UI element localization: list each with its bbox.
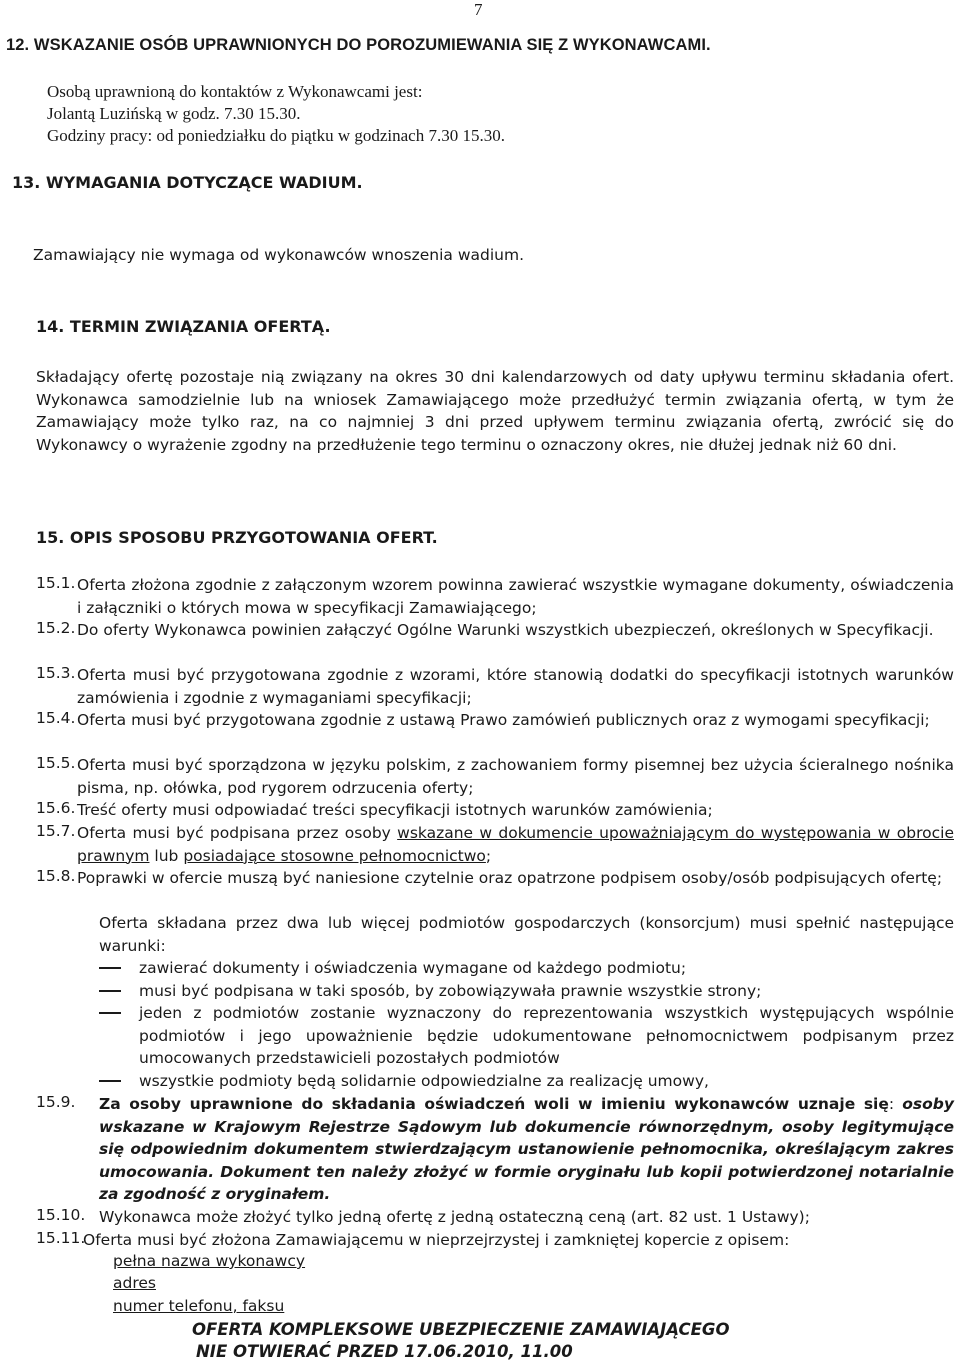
item-text-a: Oferta musi być podpisana przez osoby xyxy=(77,824,398,842)
item-text: Treść oferty musi odpowiadać treści specyfikacji istotnych warunków zamówienia; xyxy=(77,801,713,819)
item-number: 15.4. xyxy=(36,709,76,727)
item-text: Oferta musi być przygotowana zgodnie z ustawą Prawo zamówień publicznych oraz z wymogami specyfikacji; xyxy=(77,711,930,729)
dash-icon xyxy=(99,967,121,969)
section-15-heading: 15. OPIS SPOSOBU PRZYGOTOWANIA OFERT. xyxy=(36,528,438,547)
item-text xyxy=(99,1093,954,1206)
item-number: 15.3. xyxy=(36,664,76,682)
item-number: 15.10. xyxy=(36,1206,86,1224)
authorization-document-text: wskazane w dokumencie upoważniającym do występowania w obrocie prawnym xyxy=(77,824,954,865)
colon: : xyxy=(888,1095,895,1113)
item-number: 15.1. xyxy=(36,574,76,592)
item-text: Poprawki w ofercie muszą być naniesione czytelnie oraz opatrzone podpisem osoby/osób podpisujących ofertę; xyxy=(77,869,943,887)
bullet-text: jeden z podmiotów zostanie wyznaczony do reprezentowania wszystkich występujących wspólnie podmiotów i jego upoważnienie będzie udokumentowane pełnomocnictwem podpisanym przez umocowanych przedstawicieli pozostałych podmiotów xyxy=(139,1004,954,1067)
envelope-line-name: pełna nazwa wykonawcy xyxy=(113,1252,306,1270)
s13-text: Zamawiający nie wymaga od wykonawców wnoszenia wadium. xyxy=(33,246,524,264)
envelope-footer-line-1: OFERTA KOMPLEKSOWE UBEZPIECZENIE ZAMAWIAJĄCEGO xyxy=(192,1320,730,1339)
item-text-b: lub xyxy=(149,846,184,865)
page-number: 7 xyxy=(474,0,483,19)
item-text: Oferta musi być sporządzona w języku polskim, z zachowaniem formy pisemnej bez użycia ścieralnego nośnika pisma, np. ołówka, pod rygorem odrzucenia oferty; xyxy=(77,756,954,797)
s14-text: Składający ofertę pozostaje nią związany na okres 30 dni kalendarzowych od daty upływu terminu składania ofert. Wykonawca samodzielnie lub na wniosek Zamawiającego może przedłużyć termin związania ofertą, w tym że Zamawiający może tylko raz, na co najmniej 3 dni przed upływem terminu związania ofertą, zwrócić się do Wykonawcy o wyrażenie zgodny na przedłużenie tego terminu o oznaczony okres, nie dłużej jednak niż 60 dni. xyxy=(36,368,954,454)
s12-line-2: Jolantą Luzińską w godz. 7.30 15.30. xyxy=(47,104,301,123)
item-text: Oferta musi być przygotowana zgodnie z wzorami, które stanowią dodatki do specyfikacji istotnych warunków zamówienia i zgodnie z wymaganiami specyfikacji; xyxy=(77,666,954,707)
envelope-line-phone: numer telefonu, faksu xyxy=(113,1297,285,1315)
bullet-text: zawierać dokumenty i oświadczenia wymagane od każdego podmiotu; xyxy=(139,959,687,977)
authorized-persons-text: osoby wskazane w Krajowym Rejestrze Sądowym lub dokumencie równorzędnym, osoby legitymujące się odpowiednim dokumentem stwierdzającym ustanowienie pełnomocnika, określającym zakres umocowania. Dokument ten należy złożyć w formie oryginału lub kopii potwierdzonej notarialnie za zgodność z oryginałem. xyxy=(99,1095,954,1203)
dash-icon xyxy=(99,990,121,992)
section-13-heading: 13. WYMAGANIA DOTYCZĄCE WADIUM. xyxy=(12,173,363,192)
bullet-text: wszystkie podmioty będą solidarnie odpowiedzialne za realizację umowy, xyxy=(139,1072,709,1090)
item-number: 15.8. xyxy=(36,867,76,885)
item-number: 15.11. xyxy=(36,1229,86,1247)
bullet-text: musi być podpisana w taki sposób, by zobowiązywała prawnie wszystkie strony; xyxy=(139,982,762,1000)
power-of-attorney-text: posiadające stosowne pełnomocnictwo xyxy=(183,846,486,865)
item-number: 15.7. xyxy=(36,822,76,840)
s12-line-3: Godziny pracy: od poniedziałku do piątku w godzinach 7.30 15.30. xyxy=(47,126,505,145)
item-text xyxy=(77,822,954,867)
item-text: Oferta musi być złożona Zamawiającemu w nieprzejrzystej i zamkniętej kopercie z opisem: xyxy=(83,1231,790,1249)
envelope-line-address: adres xyxy=(113,1274,156,1292)
authorized-persons-heading: Za osoby uprawnione do składania oświadczeń woli w imieniu wykonawców uznaje się xyxy=(99,1095,889,1113)
item-number: 15.2. xyxy=(36,619,76,637)
item-text-c: ; xyxy=(485,846,492,865)
dash-icon xyxy=(99,1012,121,1014)
section-12-heading: 12. WSKAZANIE OSÓB UPRAWNIONYCH DO POROZUMIEWANIA SIĘ Z WYKONAWCAMI. xyxy=(6,36,711,54)
consortium-text: Oferta składana przez dwa lub więcej podmiotów gospodarczych (konsorcjum) musi spełnić następujące warunki: xyxy=(99,914,954,955)
dash-icon xyxy=(99,1080,121,1082)
s12-line-1: Osobą uprawnioną do kontaktów z Wykonawcami jest: xyxy=(47,82,423,101)
section-14-heading: 14. TERMIN ZWIĄZANIA OFERTĄ. xyxy=(36,317,331,336)
item-number: 15.9. xyxy=(36,1093,76,1111)
item-number: 15.5. xyxy=(36,754,76,772)
item-text: Wykonawca może złożyć tylko jedną ofertę z jedną ostateczną ceną (art. 82 ust. 1 Ustawy); xyxy=(99,1208,810,1226)
item-number: 15.6. xyxy=(36,799,76,817)
envelope-footer-line-2: NIE OTWIERAĆ PRZED 17.06.2010, 11.00 xyxy=(196,1342,573,1361)
item-text: Do oferty Wykonawca powinien załączyć Ogólne Warunki wszystkich ubezpieczeń, określonych w Specyfikacji. xyxy=(77,621,934,639)
item-text: Oferta złożona zgodnie z załączonym wzorem powinna zawierać wszystkie wymagane dokumenty, oświadczenia i załączniki o których mowa w specyfikacji Zamawiającego; xyxy=(77,576,954,617)
